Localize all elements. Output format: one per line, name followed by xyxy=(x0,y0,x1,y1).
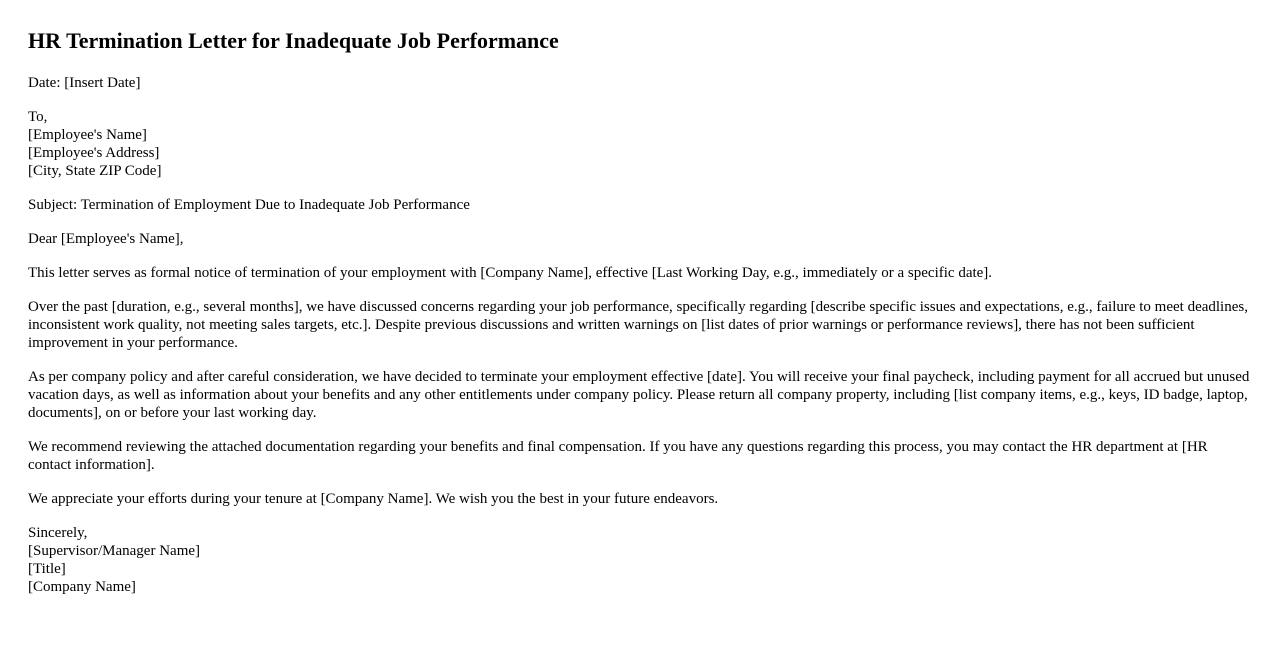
closing-signer: [Supervisor/Manager Name] xyxy=(28,543,201,559)
paragraph-appreciation: We appreciate your efforts during your tenure at [Company Name]. We wish you the best in your future endeavors. xyxy=(28,491,719,507)
paragraph-policy: As per company policy and after careful consideration, we have decided to terminate your employment effective [date]. You will receive your final paycheck, including payment for all accrued but unused vacation days, as well as information about your benefits and any other entitlements under company policy. Please return all company property, including [list company items, e.g., keys, ID badge, laptop, documents], on or before your last working day. xyxy=(28,369,1250,421)
subject-line: Subject: Termination of Employment Due to Inadequate Job Performance xyxy=(28,197,470,213)
document-title: HR Termination Letter for Inadequate Job Performance xyxy=(28,28,559,53)
closing-block xyxy=(28,524,1250,596)
salutation: Dear [Employee's Name], xyxy=(28,231,184,247)
letter-date: Date: [Insert Date] xyxy=(28,75,141,91)
paragraph-notice: This letter serves as formal notice of termination of your employment with [Company Name], effective [Last Working Day, e.g., immediately or a specific date]. xyxy=(28,265,993,281)
closing-sincerely: Sincerely, xyxy=(28,525,88,541)
closing-company: [Company Name] xyxy=(28,579,136,595)
paragraph-documentation: We recommend reviewing the attached documentation regarding your benefits and final compensation. If you have any questions regarding this process, you may contact the HR department at [HR contact information]. xyxy=(28,439,1208,473)
closing-title: [Title] xyxy=(28,561,66,577)
recipient-name: [Employee's Name] xyxy=(28,127,147,143)
paragraph-performance: Over the past [duration, e.g., several months], we have discussed concerns regarding your job performance, specifically regarding [describe specific issues and expectations, e.g., failure to meet deadlines, inconsistent work quality, not meeting sales targets, etc.]. Despite previous discussions and written warnings on [list dates of prior warnings or performance reviews], there has not been sufficient improvement in your performance. xyxy=(28,299,1248,351)
recipient-to: To, xyxy=(28,109,48,125)
recipient-city: [City, State ZIP Code] xyxy=(28,163,162,179)
recipient-block xyxy=(28,108,1250,180)
recipient-address: [Employee's Address] xyxy=(28,145,160,161)
